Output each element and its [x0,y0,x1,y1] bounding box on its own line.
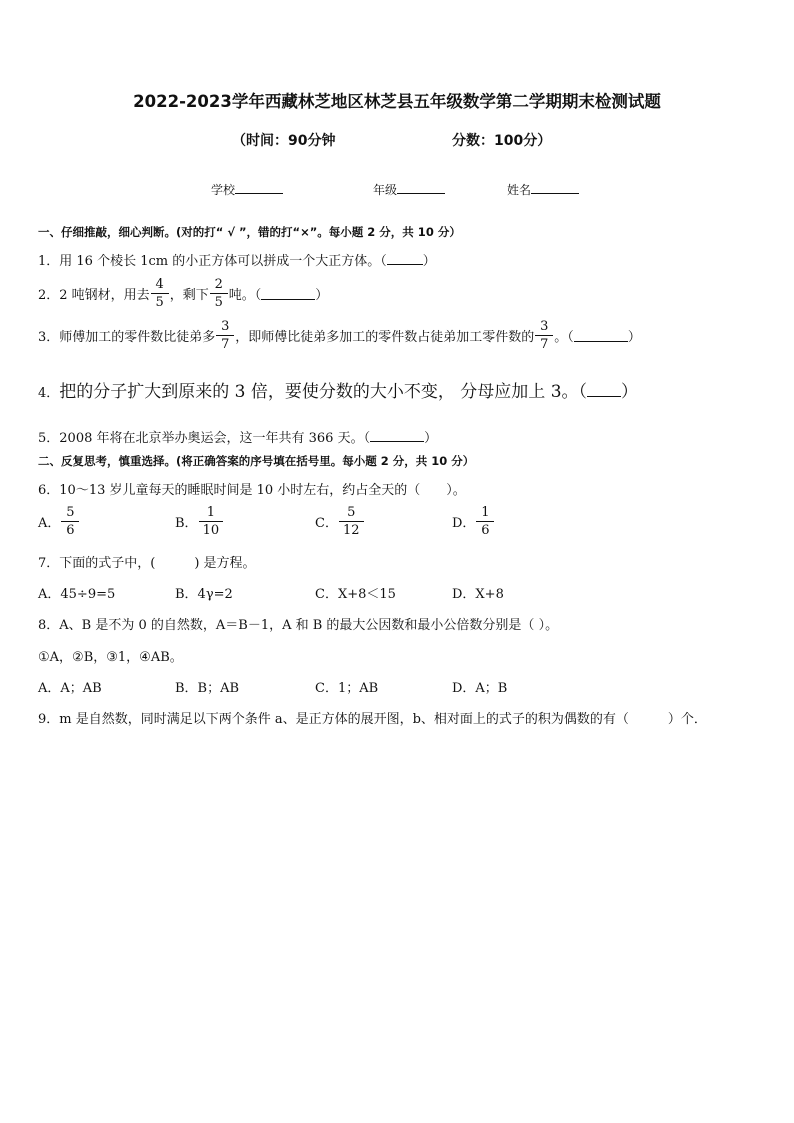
close-paren: ） [621,382,639,402]
denominator: 5 [155,295,164,310]
fraction [537,318,551,353]
fraction [153,276,167,311]
question-7: 7．下面的式子中，( ) 是方程。 [38,556,256,571]
question-2-text-b: ，剩下 [169,288,209,303]
option-d[interactable] [452,504,495,539]
close-paren: ） [627,330,641,345]
option-a[interactable]: A．45÷9=5 [38,587,116,602]
question-4-number: 4． [38,386,60,401]
answer-blank [370,429,424,442]
grade-field [373,181,445,198]
numerator: 5 [347,505,356,520]
grade-blank [397,181,445,194]
option-c[interactable]: C．X+8＜15 [315,587,396,602]
question-3-text-c: 。（ [554,330,574,345]
question-9: 9．m 是自然数，同时满足以下两个条件 a、是正方体的展开图，b、相对面上的式子的积为偶数的有（ ）个． [38,712,707,727]
option-c[interactable]: C．1；AB [315,681,379,696]
grade-label: 年级 [373,183,398,197]
fraction [478,504,492,539]
numerator: 1 [481,505,490,520]
denominator: 6 [481,523,490,538]
denominator: 10 [202,523,220,538]
question-3-text-a: 3．师傅加工的零件数比徒弟多 [38,330,216,345]
option-c[interactable] [315,504,365,539]
option-b[interactable] [175,504,224,539]
question-1 [38,250,436,269]
question-1-text: 1．用 16 个棱长 1cm 的小正方体可以拼成一个大正方体。（ [38,254,387,269]
school-blank [235,181,283,194]
question-8: 8．A、B 是不为 0 的自然数，A＝B－1，A 和 B 的最大公因数和最小公倍数分别是（ ）。 [38,618,559,633]
close-paren: ） [424,431,438,446]
name-label: 姓名 [507,183,532,197]
option-label: D． [452,516,476,531]
denominator: 7 [221,337,230,352]
fraction [212,276,226,311]
exam-score: 分数：100分） [452,133,552,149]
name-field [507,181,579,198]
fraction [63,504,77,539]
question-2-text-c: 吨。（ [228,288,262,303]
exam-time: （时间：90分钟 [232,133,336,149]
question-8-choices: ①A，②B，③1，④AB。 [38,650,183,665]
denominator: 6 [66,523,75,538]
option-d[interactable]: D．A；B [452,681,508,696]
section-2-heading: 二、反复思考，慎重选择。(将正确答案的序号填在括号里。每小题 2 分，共 10 分） [38,454,475,468]
numerator: 2 [214,277,223,292]
question-5 [38,427,437,446]
question-2 [38,276,328,311]
numerator: 4 [155,277,164,292]
close-paren: ） [422,254,436,269]
option-d[interactable]: D．X+8 [452,587,504,602]
school-field [211,181,283,198]
question-6: 6．10～13 岁儿童每天的睡眠时间是 10 小时左右，约占全天的（ ）。 [38,483,466,498]
page-title: 2022-2023学年西藏林芝地区林芝县五年级数学第二学期期末检测试题 [133,92,661,111]
option-label: B． [175,516,198,531]
option-label: A． [38,516,61,531]
school-label: 学校 [211,183,236,197]
option-a[interactable] [38,504,80,539]
option-b[interactable]: B．B；AB [175,681,240,696]
answer-blank [587,384,621,397]
numerator: 3 [540,319,549,334]
numerator: 5 [66,505,75,520]
denominator: 7 [540,337,549,352]
numerator: 3 [221,319,230,334]
question-2-text-a: 2．2 吨钢材，用去 [38,288,150,303]
fraction [218,318,232,353]
fraction [341,504,362,539]
section-1-heading: 一、仔细推敲，细心判断。(对的打“ √ ”，错的打“×”。每小题 2 分，共 10 分） [38,225,461,239]
numerator: 1 [206,505,215,520]
question-4 [38,377,638,402]
question-5-text: 5．2008 年将在北京举办奥运会，这一年共有 366 天。（ [38,431,371,446]
answer-blank [574,329,628,342]
question-4-text: 把的分子扩大到原来的 3 倍，要使分数的大小不变， 分母应加上 3。（ [59,382,588,402]
fraction [201,504,222,539]
denominator: 12 [342,523,360,538]
denominator: 5 [214,295,223,310]
answer-blank [261,287,315,300]
option-a[interactable]: A．A；AB [38,681,102,696]
close-paren: ） [315,288,329,303]
question-3 [38,318,641,353]
question-3-text-b: ，即师傅比徒弟多加工的零件数占徒弟加工零件数的 [235,330,535,345]
name-blank [531,181,579,194]
option-b[interactable]: B．4γ=2 [175,587,233,602]
answer-blank [387,252,423,265]
option-label: C． [315,516,338,531]
